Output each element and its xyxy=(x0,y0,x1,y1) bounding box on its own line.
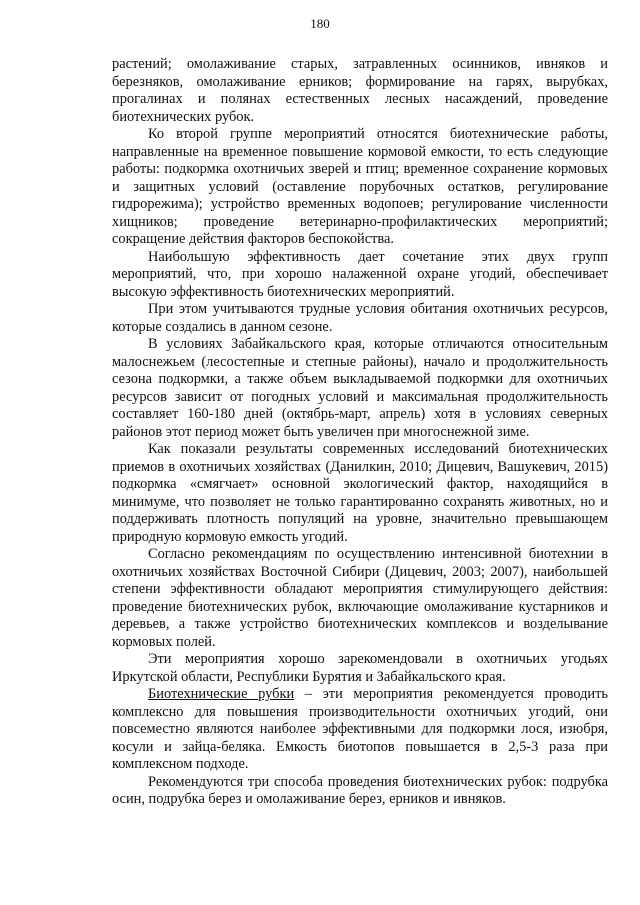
paragraph-1: растений; омолаживание старых, затравленных осинников, ивняков и березняков, омолаживание ерников; формирование на гарях, вырубках, прогалинах и полянах естественных лесных насаждений, проведение биотехнических рубок. xyxy=(112,56,608,125)
paragraph-3: Наибольшую эффективность дает сочетание этих двух групп мероприятий, что, при хорошо налаженной охране угодий, обеспечивает высокую эффективность биотехнических мероприятий. xyxy=(112,248,608,300)
underlined-term: Биотехнические рубки xyxy=(148,686,295,702)
paragraph-9-text: – эти мероприятия рекомендуется проводить комплексно для повышения производительности охотничьих угодий, они повсеместно являются наиболее эффективными для подкормки лося, изюбря, косули и зайца-беляка. Емкость биотопов повышается в 2,5-3 раза при комплексном подходе. xyxy=(112,686,608,772)
paragraph-5: В условиях Забайкальского края, которые отличаются относительным малоснежьем (лесостепные и степные районы), начало и продолжительность сезона подкормки, а также объем выкладываемой подкормки для охотничьих ресурсов зависит от погодных условий и максимальная продолжительность составляет 160-180 дней (октябрь-март, апрель) хотя в условиях северных районов этот период может быть увеличен при многоснежной зиме. xyxy=(112,336,608,440)
paragraph-8: Эти мероприятия хорошо зарекомендовали в охотничьих угодьях Иркутской области, Республики Бурятия и Забайкальского края. xyxy=(112,651,608,685)
paragraph-6: Как показали результаты современных исследований биотехнических приемов в охотничьих хозяйствах (Данилкин, 2010; Дицевич, Вашукевич, 2015) подкормка «смягчает» основной экологический фактор, находящийся в минимуме, что позволяет не только гарантированно сохранять животных, но и поддерживать плотность популяций на уровне, значительно превышающем природную кормовую емкость угодий. xyxy=(112,441,608,545)
page-number: 180 xyxy=(310,16,330,31)
paragraph-biotechnical-cuttings xyxy=(112,686,608,774)
paragraph-final: Рекомендуются три способа проведения биотехнических рубок: подрубка осин, подрубка берез и омолаживание берез, ерников и ивняков. xyxy=(112,773,608,807)
paragraph-2: Ко второй группе мероприятий относятся биотехнические работы, направленные на временное повышение кормовой емкости, то есть следующие работы: подкормка охотничьих зверей и птиц; временное сохранение кормовых и защитных условий (оставление порубочных остатков, регулирование гидрорежима); устройство временных водопоев; регулирование численности хищников; проведение ветеринарно-профилактических мероприятий; сокращение действия факторов беспокойства. xyxy=(112,126,608,247)
document-body xyxy=(112,56,608,809)
paragraph-4: При этом учитываются трудные условия обитания охотничьих ресурсов, которые создались в данном сезоне. xyxy=(112,301,608,335)
paragraph-7: Согласно рекомендациям по осуществлению интенсивной биотехнии в охотничьих хозяйствах Восточной Сибири (Дицевич, 2003; 2007), наибольшей степени эффективности обладают мероприятия стимулирующего действия: проведение биотехнических рубок, включающие омолаживание кустарников и деревьев, а также устройство биотехнических комплексов и возделывание кормовых полей. xyxy=(112,546,608,650)
